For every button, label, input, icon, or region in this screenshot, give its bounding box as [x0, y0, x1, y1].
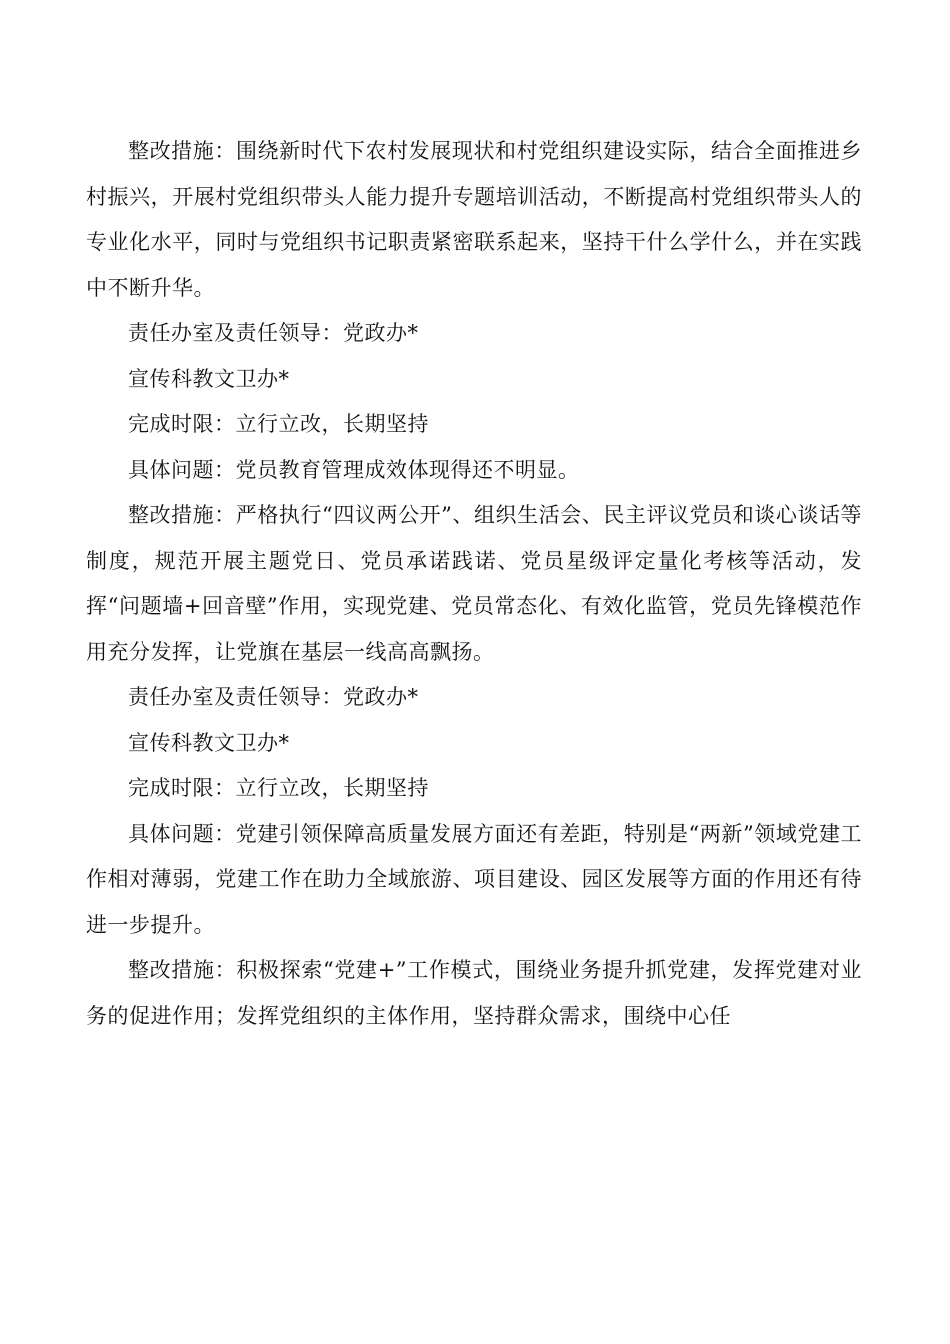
- paragraph-responsible-office-2: 责任办室及责任领导：党政办*: [128, 685, 419, 709]
- paragraph-deadline-1: 完成时限：立行立改，长期坚持: [128, 412, 429, 436]
- paragraph-rectification-measures-3: 整改措施：积极探索“党建+”工作模式，围绕业务提升抓党建，发挥党建对业务的促进作用；发挥党组织的主体作用，坚持群众需求，围绕中心任: [86, 958, 862, 1028]
- paragraph-specific-problem-3: 具体问题：党建引领保障高质量发展方面还有差距，特别是“两新”领域党建工作相对薄弱，党建工作在助力全域旅游、项目建设、园区发展等方面的作用还有待进一步提升。: [86, 821, 862, 937]
- paragraph-responsible-office-1b: 宣传科教文卫办*: [128, 366, 290, 391]
- paragraph-specific-problem-2: 具体问题：党员教育管理成效体现得还不明显。: [128, 457, 580, 482]
- paragraph-deadline-2: 完成时限：立行立改，长期坚持: [128, 776, 429, 800]
- paragraph-rectification-measures-2: 整改措施：严格执行“四议两公开”、组织生活会、民主评议党员和谈心谈话等制度，规范开展主题党日、党员承诺践诺、党员星级评定量化考核等活动，发挥“问题墙+回音壁”作用，实现党建、党员常态化、有效化监管，党员先锋模范作用充分发挥，让党旗在基层一线高高飘扬。: [86, 503, 862, 664]
- paragraph-rectification-measures-1: 整改措施：围绕新时代下农村发展现状和村党组织建设实际，结合全面推进乡村振兴，开展村党组织带头人能力提升专题培训活动，不断提高村党组织带头人的专业化水平，同时与党组织书记职责紧密联系起来，坚持干什么学什么，并在实践中不断升华。: [86, 139, 862, 300]
- paragraph-responsible-office-2b: 宣传科教文卫办*: [128, 730, 290, 755]
- document-page: [86, 129, 862, 1039]
- paragraph-responsible-office-1: 责任办室及责任领导：党政办*: [128, 321, 419, 345]
